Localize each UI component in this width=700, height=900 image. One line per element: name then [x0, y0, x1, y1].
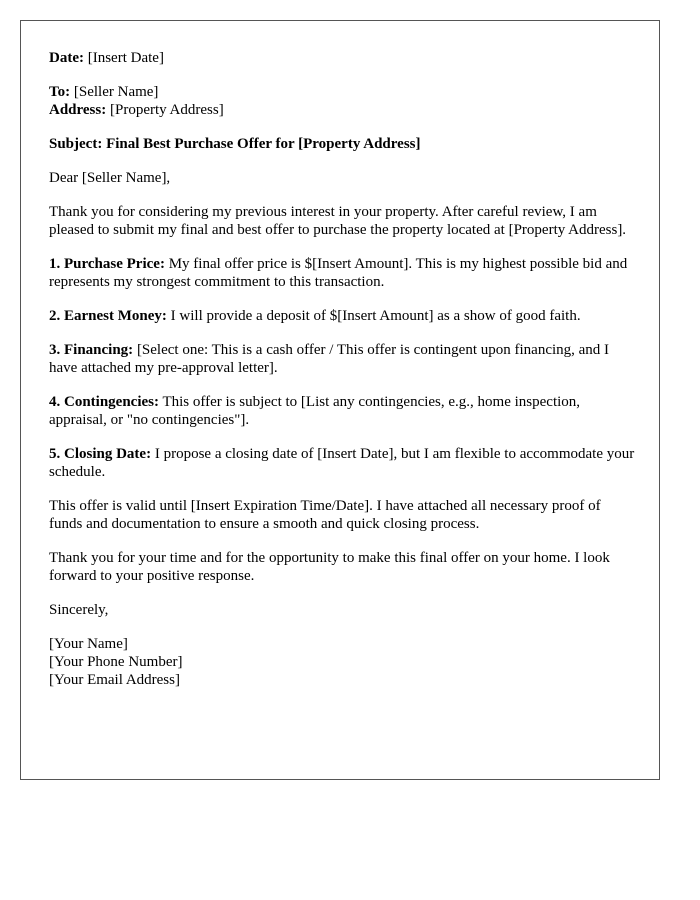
term-text: I propose a closing date of [Insert Date], but I am flexible to accommodate your schedule.	[49, 446, 635, 480]
term-purchase-price	[49, 255, 635, 291]
term-contingencies	[49, 393, 635, 429]
salutation: Dear [Seller Name],	[49, 170, 171, 186]
term-text: This offer is subject to [List any contingencies, e.g., home inspection, appraisal, or "no contingencies"].	[49, 394, 581, 428]
to-label: To:	[49, 84, 71, 100]
validity-paragraph: This offer is valid until [Insert Expiration Time/Date]. I have attached all necessary proof of funds and documentation to ensure a smooth and quick closing process.	[49, 498, 601, 532]
to-value: [Seller Name]	[70, 84, 159, 100]
term-text: My final offer price is $[Insert Amount]. This is my highest possible bid and represents my strongest commitment to this transaction.	[49, 256, 628, 290]
signature-block	[49, 635, 635, 689]
date-label: Date:	[49, 50, 84, 66]
term-financing	[49, 341, 635, 377]
term-closing-date	[49, 445, 635, 481]
signoff: Sincerely,	[49, 602, 109, 618]
term-label: 1. Purchase Price:	[49, 256, 165, 272]
term-label: 3. Financing:	[49, 342, 134, 358]
recipient-block	[49, 83, 635, 119]
signature-email: [Your Email Address]	[49, 672, 180, 688]
date-line	[49, 49, 635, 67]
term-text: [Select one: This is a cash offer / This offer is contingent upon financing, and I have attached my pre-approval letter].	[49, 342, 610, 376]
to-line	[49, 83, 635, 101]
signature-phone: [Your Phone Number]	[49, 654, 183, 670]
address-label: Address:	[49, 102, 107, 118]
term-earnest-money	[49, 307, 635, 325]
term-label: 5. Closing Date:	[49, 446, 152, 462]
closing-paragraph: Thank you for your time and for the opportunity to make this final offer on your home. I look forward to your positive response.	[49, 550, 610, 584]
address-value: [Property Address]	[106, 102, 224, 118]
term-label: 4. Contingencies:	[49, 394, 159, 410]
term-label: 2. Earnest Money:	[49, 308, 167, 324]
signature-name: [Your Name]	[49, 636, 128, 652]
address-line	[49, 101, 635, 119]
term-text: I will provide a deposit of $[Insert Amount] as a show of good faith.	[166, 308, 581, 324]
offer-letter	[20, 20, 660, 780]
intro-paragraph: Thank you for considering my previous interest in your property. After careful review, I am pleased to submit my final and best offer to purchase the property located at [Property Address].	[49, 204, 627, 238]
date-value: [Insert Date]	[83, 50, 164, 66]
subject-line: Subject: Final Best Purchase Offer for [Property Address]	[49, 136, 421, 152]
